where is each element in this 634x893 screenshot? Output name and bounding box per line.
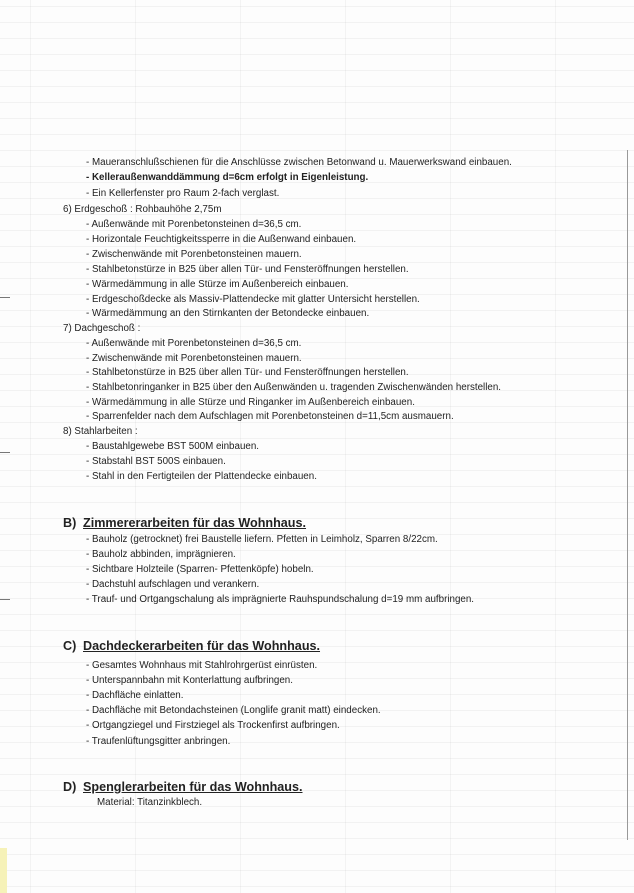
list-item: - Zwischenwände mit Porenbetonsteinen mauern. xyxy=(86,353,302,364)
section-title: Spenglerarbeiten für das Wohnhaus. xyxy=(83,780,303,794)
list-item: - Wärmedämmung in alle Stürze und Ringanker im Außenbereich einbauen. xyxy=(86,397,415,408)
list-item: - Ein Kellerfenster pro Raum 2-fach verglast. xyxy=(86,188,280,199)
section-title: Zimmererarbeiten für das Wohnhaus. xyxy=(83,516,307,530)
section-heading-zimmererarbeiten xyxy=(63,516,306,530)
list-item: - Baustahlgewebe BST 500M einbauen. xyxy=(86,441,260,452)
material-note: Material: Titanzinkblech. xyxy=(97,797,203,808)
section-title: Dachdeckerarbeiten für das Wohnhaus. xyxy=(83,639,321,653)
list-item-emphasis: - Kelleraußenwanddämmung d=6cm erfolgt in Eigenleistung. xyxy=(86,172,369,183)
list-item: - Bauholz abbinden, imprägnieren. xyxy=(86,549,236,560)
list-item: - Sparrenfelder nach dem Aufschlagen mit Porenbetonsteinen d=11,5cm ausmauern. xyxy=(86,411,454,422)
margin-tick xyxy=(0,599,10,600)
item-heading-erdgeschoss: 6) Erdgeschoß : Rohbauhöhe 2,75m xyxy=(63,204,222,215)
list-item: - Außenwände mit Porenbetonsteinen d=36,5 cm. xyxy=(86,338,302,349)
list-item: - Horizontale Feuchtigkeitssperre in die Außenwand einbauen. xyxy=(86,234,357,245)
section-letter: D) xyxy=(63,780,77,794)
list-item: - Stahlbetonstürze in B25 über allen Tür- und Fensteröffnungen herstellen. xyxy=(86,264,409,275)
list-item: - Ortgangziegel und Firstziegel als Trockenfirst aufbringen. xyxy=(86,720,340,731)
list-item: - Traufenlüftungsgitter anbringen. xyxy=(86,736,231,747)
list-item: - Erdgeschoßdecke als Massiv-Plattendecke mit glatter Untersicht herstellen. xyxy=(86,294,420,305)
list-item: - Gesamtes Wohnhaus mit Stahlrohrgerüst einrüsten. xyxy=(86,660,318,671)
section-heading-spenglerarbeiten xyxy=(63,780,303,794)
list-item: - Sichtbare Holzteile (Sparren- Pfettenköpfe) hobeln. xyxy=(86,564,314,575)
list-item: - Wärmedämmung in alle Stürze im Außenbereich einbauen. xyxy=(86,279,349,290)
margin-rule xyxy=(627,150,628,840)
list-item: - Stahlbetonstürze in B25 über allen Tür- und Fensteröffnungen herstellen. xyxy=(86,367,409,378)
section-letter: C) xyxy=(63,639,77,653)
list-item: - Dachfläche mit Betondachsteinen (Longlife granit matt) eindecken. xyxy=(86,705,381,716)
list-item: - Bauholz (getrocknet) frei Baustelle liefern. Pfetten in Leimholz, Sparren 8/22cm. xyxy=(86,534,438,545)
highlight-strip xyxy=(0,848,7,893)
list-item: - Stabstahl BST 500S einbauen. xyxy=(86,456,226,467)
list-item: - Dachstuhl aufschlagen und verankern. xyxy=(86,579,260,590)
section-letter: B) xyxy=(63,516,77,530)
margin-tick xyxy=(0,452,10,453)
list-item: - Wärmedämmung an den Stirnkanten der Betondecke einbauen. xyxy=(86,308,370,319)
list-item: - Unterspannbahn mit Konterlattung aufbringen. xyxy=(86,675,293,686)
margin-tick xyxy=(0,297,10,298)
list-item: - Trauf- und Ortgangschalung als imprägnierte Rauhspundschalung d=19 mm aufbringen. xyxy=(86,594,475,605)
list-item: - Maueranschlußschienen für die Anschlüsse zwischen Betonwand u. Mauerwerkswand einbauen. xyxy=(86,157,512,168)
item-heading-stahlarbeiten: 8) Stahlarbeiten : xyxy=(63,426,138,437)
list-item: - Zwischenwände mit Porenbetonsteinen mauern. xyxy=(86,249,302,260)
item-heading-dachgeschoss: 7) Dachgeschoß : xyxy=(63,323,141,334)
list-item: - Dachfläche einlatten. xyxy=(86,690,184,701)
list-item: - Außenwände mit Porenbetonsteinen d=36,5 cm. xyxy=(86,219,302,230)
section-heading-dachdeckerarbeiten xyxy=(63,639,320,653)
list-item: - Stahlbetonringanker in B25 über den Außenwänden u. tragenden Zwischenwänden herstellen. xyxy=(86,382,502,393)
list-item: - Stahl in den Fertigteilen der Plattendecke einbauen. xyxy=(86,471,317,482)
